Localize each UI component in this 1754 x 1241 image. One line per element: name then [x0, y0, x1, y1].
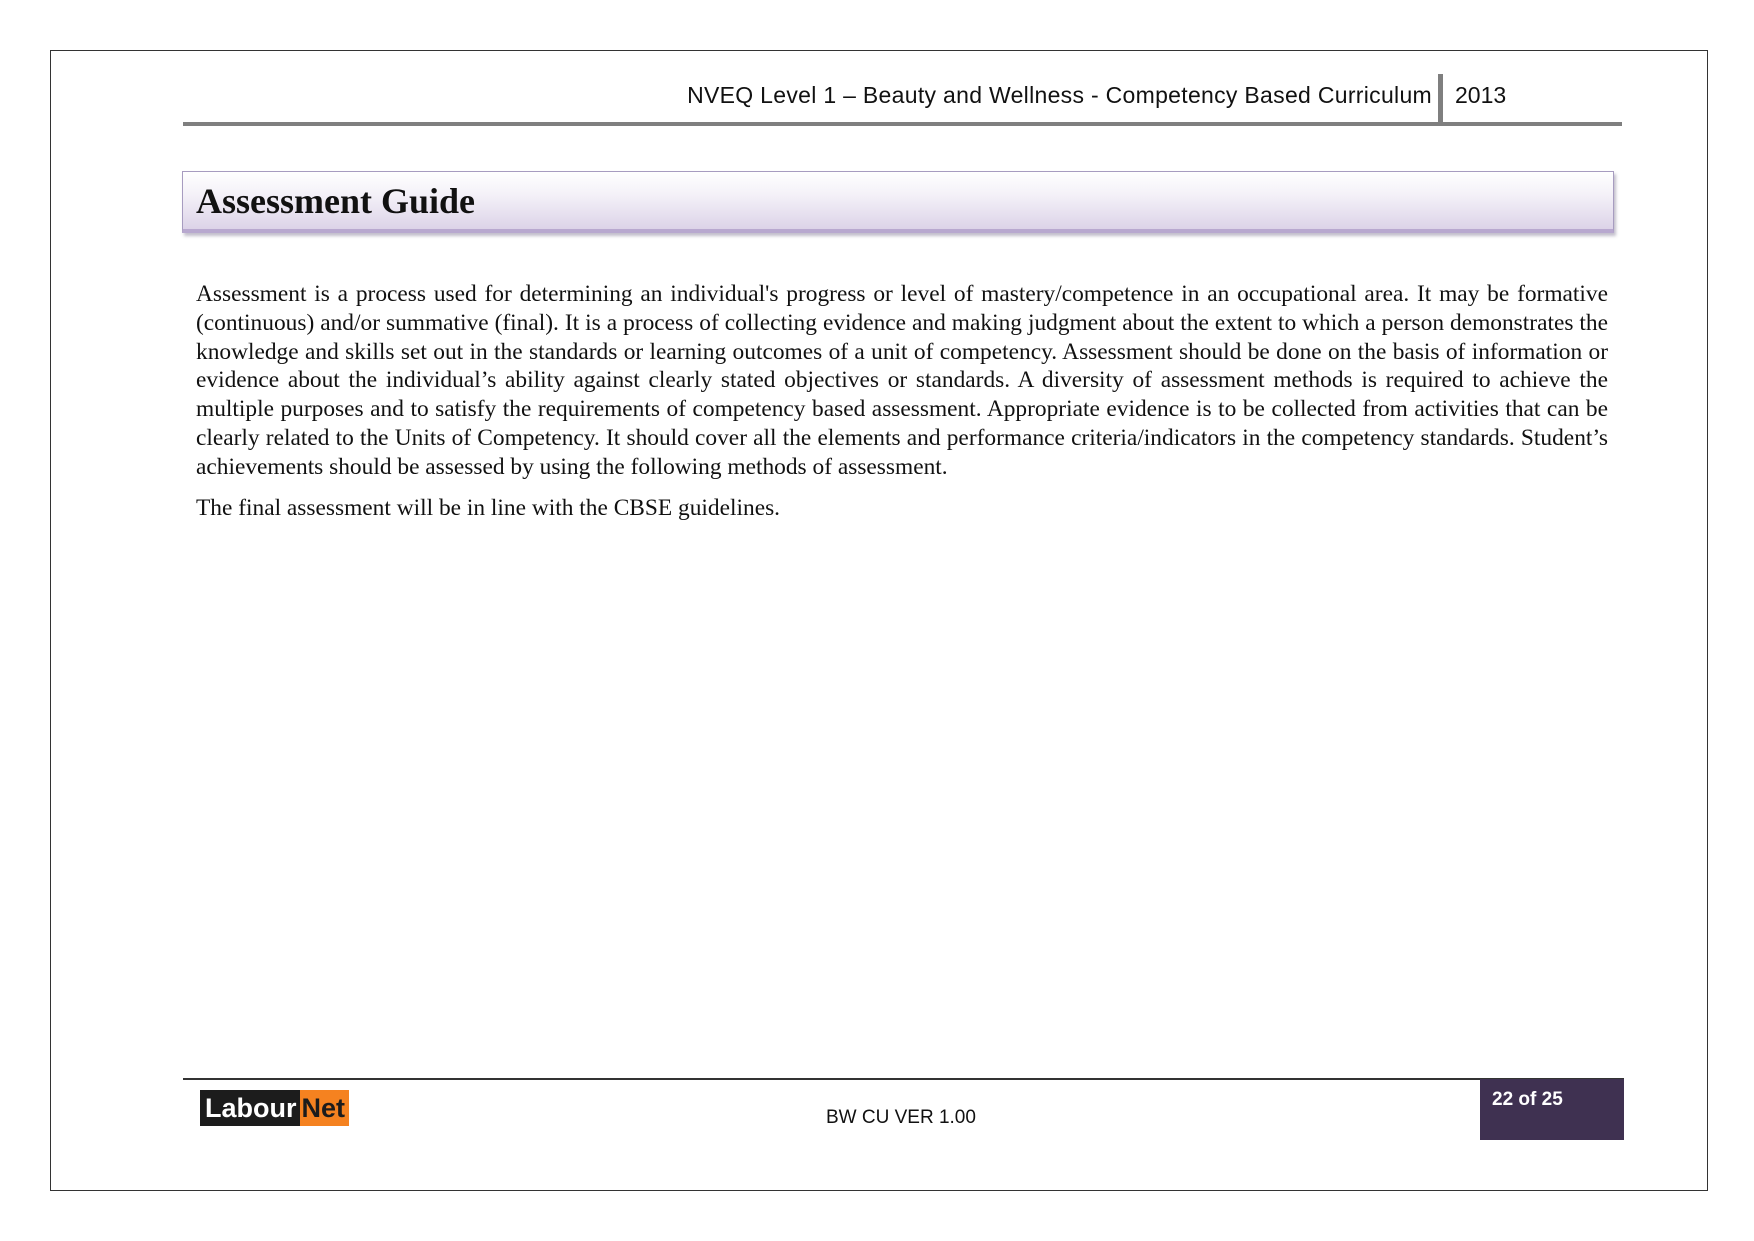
page-number-badge [1480, 1079, 1624, 1140]
header-year: 2013 [1455, 82, 1507, 108]
footer-rule [183, 1078, 1624, 1080]
header-title: NVEQ Level 1 – Beauty and Wellness - Competency Based Curriculum [687, 82, 1432, 108]
logo-text-labour: Labour [200, 1090, 300, 1126]
version-label: BW CU VER 1.00 [826, 1107, 976, 1128]
body-paragraph-2: The final assessment will be in line with the CBSE guidelines. [196, 494, 781, 521]
labournet-logo [200, 1090, 349, 1126]
logo-text-net: Net [300, 1090, 350, 1126]
body-paragraph-1: Assessment is a process used for determining an individual's progress or level of mastery/competence in an occupational area. It may be formative (continuous) and/or summative (final). It is a process of collecting evidence and making judgment about the extent to which a person demonstrates the knowledge and skills set out in the standards or learning outcomes of a unit of competency. Assessment should be done on the basis of information or evidence about the individual’s ability against clearly stated objectives or standards. A diversity of assessment methods is required to achieve the multiple purposes and to satisfy the requirements of competency based assessment. Appropriate evidence is to be collected from activities that can be clearly related to the Units of Competency. It should cover all the elements and performance criteria/indicators in the competency standards. Student’s achievements should be assessed by using the following methods of assessment. [196, 281, 1608, 480]
header-separator [1438, 74, 1443, 122]
section-title: Assessment Guide [196, 181, 476, 221]
body-text [196, 280, 1608, 534]
page-header [183, 74, 1622, 126]
page-number: 22 of 25 [1492, 1089, 1563, 1110]
section-banner [182, 171, 1614, 233]
